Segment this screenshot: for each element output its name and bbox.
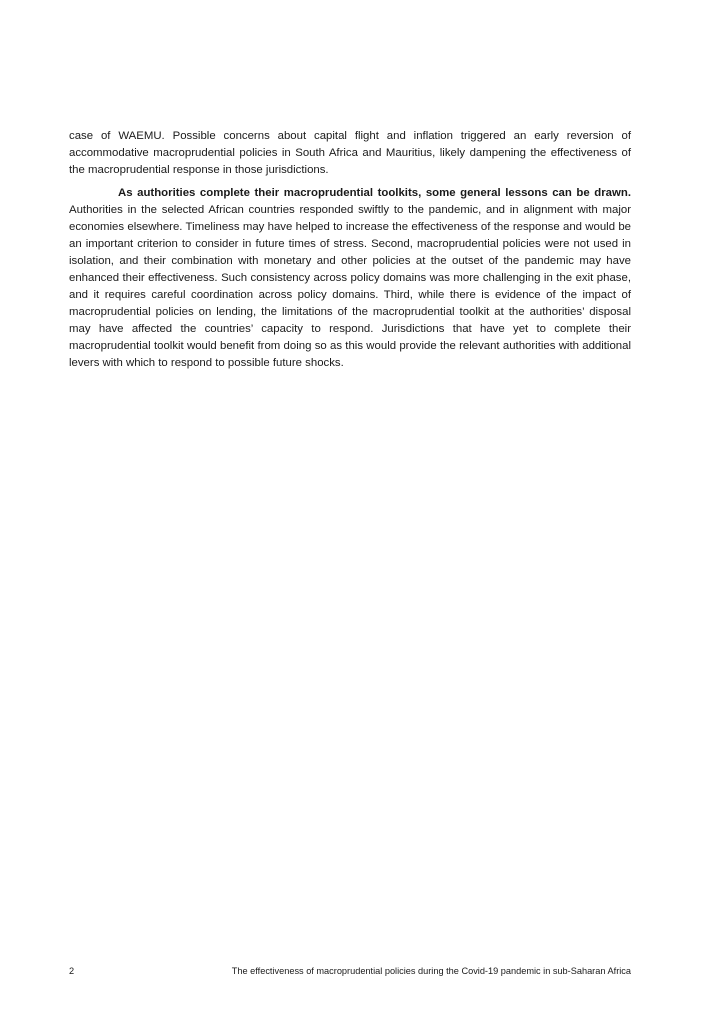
page-number: 2 [69, 966, 75, 976]
running-title: The effectiveness of macroprudential policies during the Covid-19 pandemic in sub-Saharan Africa [231, 966, 631, 976]
paragraph-1: case of WAEMU. Possible concerns about capital flight and inflation triggered an early reversion of accommodative macroprudential policies in South Africa and Mauritius, likely dampening the effectiveness of the macroprudential response in those jurisdictions. [69, 130, 631, 176]
body-text [69, 128, 631, 378]
paragraph-2-lead: As authorities complete their macroprudential toolkits, some general lessons can be drawn. [118, 187, 631, 199]
paragraph-2 [69, 185, 631, 372]
paragraph-2-text: Authorities in the selected African countries responded swiftly to the pandemic, and in alignment with major economies elsewhere. Timeliness may have helped to increase the effectiveness of the response and would be an important criterion to consider in future times of stress. Second, macroprudential policies were not used in isolation, and their combination with monetary and other policies at the outset of the pandemic may have enhanced their effectiveness. Such consistency across policy domains was more challenging in the exit phase, and it requires careful coordination across policy domains. Third, while there is evidence of the impact of macroprudential policies on lending, the limitations of the macroprudential toolkit at the authorities’ disposal may have affected the countries’ capacity to respond. Jurisdictions that have yet to complete their macroprudential toolkit would benefit from doing so as this would provide the relevant authorities with additional levers with which to respond to possible future shocks. [69, 204, 631, 369]
